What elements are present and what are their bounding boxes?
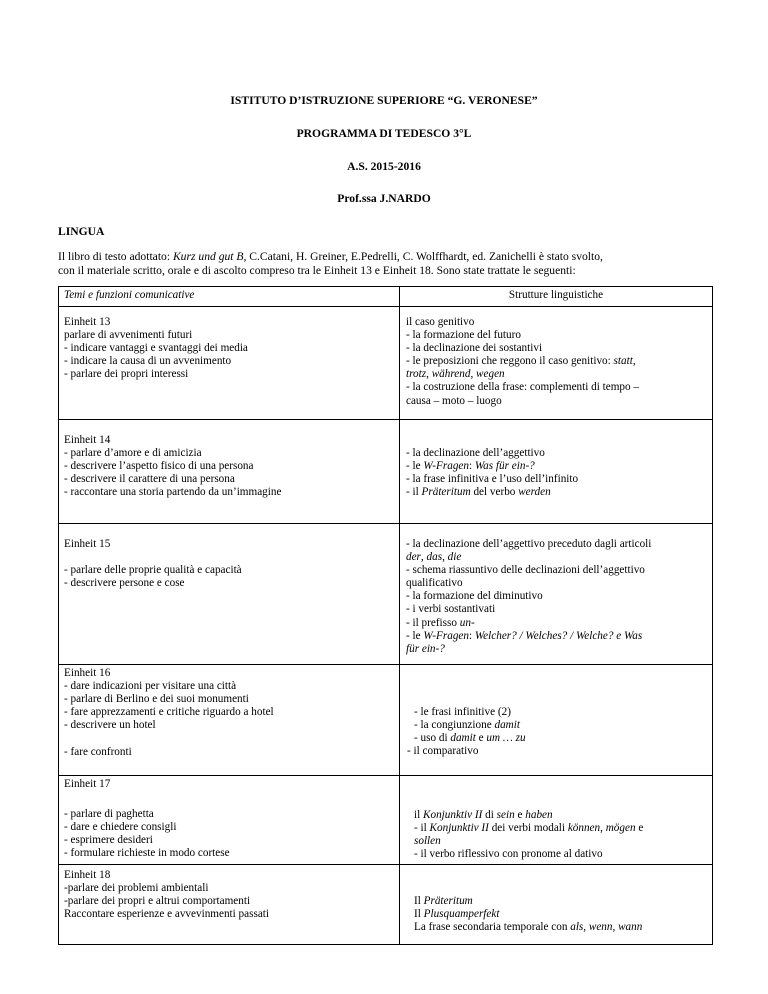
structure-item: - il Präteritum del verbo werden: [406, 486, 551, 499]
theme-item: - dare indicazioni per visitare una città: [64, 680, 237, 693]
structure-item: Il Plusquamperfekt: [414, 908, 500, 921]
unit-title: Einheit 15: [64, 538, 111, 550]
theme-item: -parlare dei problemi ambientali: [64, 882, 209, 895]
structure-item: - la congiunzione damit: [414, 719, 520, 732]
theme-item: - formulare richieste in modo cortese: [64, 847, 230, 860]
col1-header: Temi e funzioni comunicative: [64, 289, 195, 301]
theme-item: - descrivere un hotel: [64, 719, 156, 732]
structure-item: - il comparativo: [407, 745, 479, 758]
theme-item: Raccontare esperienze e avvevinmenti passati: [64, 908, 270, 921]
row-16-themes: [64, 667, 274, 759]
teacher-name: Prof.ssa J.NARDO: [337, 192, 431, 205]
structure-item: - le preposizioni che reggono il caso genitivo: statt,: [406, 355, 636, 368]
intro-text-2: C.Catani, H. Greiner, E.Pedrelli, C. Wolffhardt, ed. Zanichelli è stato svolto,: [246, 250, 603, 263]
row-13-structures: [406, 316, 639, 408]
row-15-structures: [406, 538, 651, 656]
structure-item: sollen: [414, 835, 441, 848]
structure-item: causa – moto – luogo: [406, 394, 502, 407]
unit-title: Einheit 13: [64, 316, 111, 328]
theme-item: - parlare di Berlino e dei suoi monumenti: [64, 693, 249, 706]
structure-item: - le frasi infinitive (2): [414, 706, 511, 718]
structure-item: - la frase infinitiva e l’uso dell’infinito: [406, 473, 579, 486]
theme-item: - fare apprezzamenti e critiche riguardo a hotel: [64, 706, 274, 719]
row-13-themes: [64, 316, 248, 381]
structure-item: La frase secondaria temporale con als, wenn, wann: [414, 921, 643, 934]
theme-item: - indicare la causa di un avvenimento: [64, 355, 232, 368]
row-18-themes: [64, 869, 269, 921]
structure-item: il caso genitivo: [406, 316, 475, 328]
theme-item: parlare di avvenimenti futuri: [64, 329, 193, 342]
theme-item: - parlare delle proprie qualità e capacità: [64, 564, 242, 577]
structure-item: il Konjunktiv II di sein e haben: [414, 809, 553, 821]
row-15-themes: [64, 538, 242, 590]
unit-title: Einheit 17: [64, 778, 111, 790]
row-16-structures: [407, 706, 526, 758]
structure-item: - il prefisso un-: [406, 616, 475, 629]
school-name: ISTITUTO D’ISTRUZIONE SUPERIORE “G. VERONESE”: [230, 94, 538, 107]
unit-title: Einheit 16: [64, 667, 111, 679]
structure-item: - la formazione del diminutivo: [406, 590, 543, 603]
structure-item: - le W-Fragen: Was für ein-?: [406, 460, 535, 473]
theme-item: -parlare dei propri e altrui comportamenti: [64, 895, 251, 908]
structure-item: qualificativo: [406, 577, 463, 590]
unit-title: Einheit 18: [64, 869, 111, 881]
theme-item: - descrivere l’aspetto fisico di una persona: [64, 460, 254, 473]
structure-item: Il Präteritum: [414, 895, 473, 907]
section-title: LINGUA: [58, 225, 105, 238]
structure-item: der, das, die: [406, 551, 462, 564]
spacer: [64, 791, 230, 804]
row-18-structures: [414, 895, 642, 934]
theme-item: - descrivere il carattere di una persona: [64, 473, 235, 486]
theme-item: - dare e chiedere consigli: [64, 821, 177, 834]
structure-item: - la formazione del futuro: [406, 329, 521, 342]
row-14-structures: [406, 447, 578, 499]
theme-item: - fare confronti: [64, 745, 132, 758]
theme-item: - indicare vantaggi e svantaggi dei media: [64, 342, 248, 355]
structure-item: - la costruzione della frase: complementi di tempo –: [406, 381, 639, 394]
intro-paragraph: [58, 250, 712, 278]
theme-item: - parlare di paghetta: [64, 808, 154, 821]
structure-item: - uso di damit e um … zu: [414, 732, 526, 745]
structure-item: - la declinazione dell’aggettivo: [406, 447, 545, 459]
structure-item: - i verbi sostantivati: [406, 603, 496, 616]
spacer: [64, 551, 242, 564]
school-year: A.S. 2015-2016: [347, 160, 421, 173]
theme-item: - descrivere persone e cose: [64, 577, 185, 590]
theme-item: - raccontare una storia partendo da un’immagine: [64, 486, 282, 499]
row-17-structures: [414, 809, 643, 861]
row-14-themes: [64, 434, 281, 499]
book-title: Kurz und gut B,: [172, 250, 247, 263]
theme-item: - esprimere desideri: [64, 834, 153, 847]
structure-item: - la declinazione dell’aggettivo preceduto dagli articoli: [406, 538, 652, 550]
structure-item: - il verbo riflessivo con pronome al dativo: [414, 848, 603, 861]
intro-text-1: Il libro di testo adottato:: [58, 250, 173, 263]
intro-text-3: con il materiale scritto, orale e di ascolto compreso tra le Einheit 13 e Einheit 18. Sono state trattate le seguenti:: [58, 264, 576, 277]
structure-item: trotz, während, wegen: [406, 368, 505, 381]
structure-item: - le W-Fragen: Welcher? / Welches? / Welche? e Was: [406, 629, 643, 642]
theme-item: - parlare dei propri interessi: [64, 368, 189, 381]
structure-item: - schema riassuntivo delle declinazioni dell’aggettivo: [406, 564, 645, 577]
col2-header: Strutture linguistiche: [508, 289, 604, 301]
theme-item: - parlare d’amore e di amicizia: [64, 447, 202, 460]
row-17-themes: [64, 778, 230, 861]
structure-item: für ein-?: [406, 642, 445, 655]
unit-title: Einheit 14: [64, 434, 111, 446]
program-title: PROGRAMMA DI TEDESCO 3°L: [296, 127, 472, 140]
structure-item: - la declinazione dei sostantivi: [406, 342, 543, 355]
structure-item: - il Konjunktiv II dei verbi modali können, mögen e: [414, 822, 644, 835]
spacer: [64, 732, 274, 745]
